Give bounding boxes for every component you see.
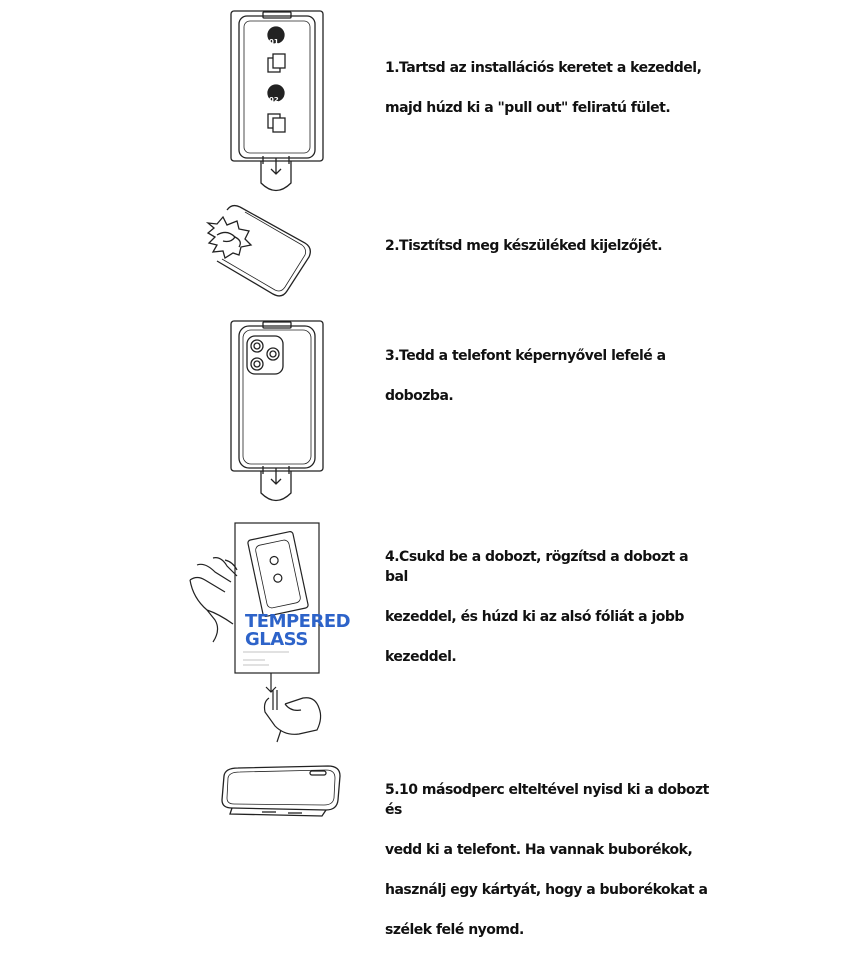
step-5-line-1: 5.10 másodperc elteltével nyisd ki a dobozt és — [385, 782, 709, 818]
step-1-line-2: majd húzd ki a "pull out" feliratú fület. — [385, 100, 671, 116]
step-4-line-1: 4.Csukd be a dobozt, rögzítsd a dobozt a bal — [385, 549, 689, 585]
step-4-line-3: kezeddel. — [385, 649, 457, 665]
step-5-line-4: szélek felé nyomd. — [385, 922, 524, 938]
closed-box-hands-icon — [185, 520, 351, 745]
box-label-glass: GLASS — [245, 629, 308, 650]
step-3-line-2: dobozba. — [385, 388, 454, 404]
badge-02: 02 — [269, 96, 279, 104]
phone-in-frame-icon — [225, 318, 330, 508]
step-3-text — [385, 326, 715, 426]
step-2-line-1: 2.Tisztítsd meg készüléked kijelzőjét. — [385, 238, 663, 254]
step-3-line-1: 3.Tedd a telefont képernyővel lefelé a — [385, 348, 666, 364]
step-1-line-1: 1.Tartsd az installációs keretet a kezeddel, — [385, 60, 702, 76]
step-2-text — [385, 216, 715, 276]
finished-phone-icon — [218, 760, 348, 822]
step-4-line-2: kezeddel, és húzd ki az alsó fóliát a jobb — [385, 609, 684, 625]
step-5-line-2: vedd ki a telefont. Ha vannak buborékok, — [385, 842, 693, 858]
step-1-text — [385, 38, 715, 138]
step-5-line-3: használj egy kártyát, hogy a buborékokat a — [385, 882, 708, 898]
step-4-text — [385, 527, 715, 687]
badge-01: 01 — [269, 38, 279, 46]
wipe-phone-icon — [205, 195, 320, 300]
step-5-text — [385, 760, 715, 960]
installation-frame-icon — [225, 8, 330, 198]
box-label-tempered: TEMPERED — [245, 611, 351, 632]
